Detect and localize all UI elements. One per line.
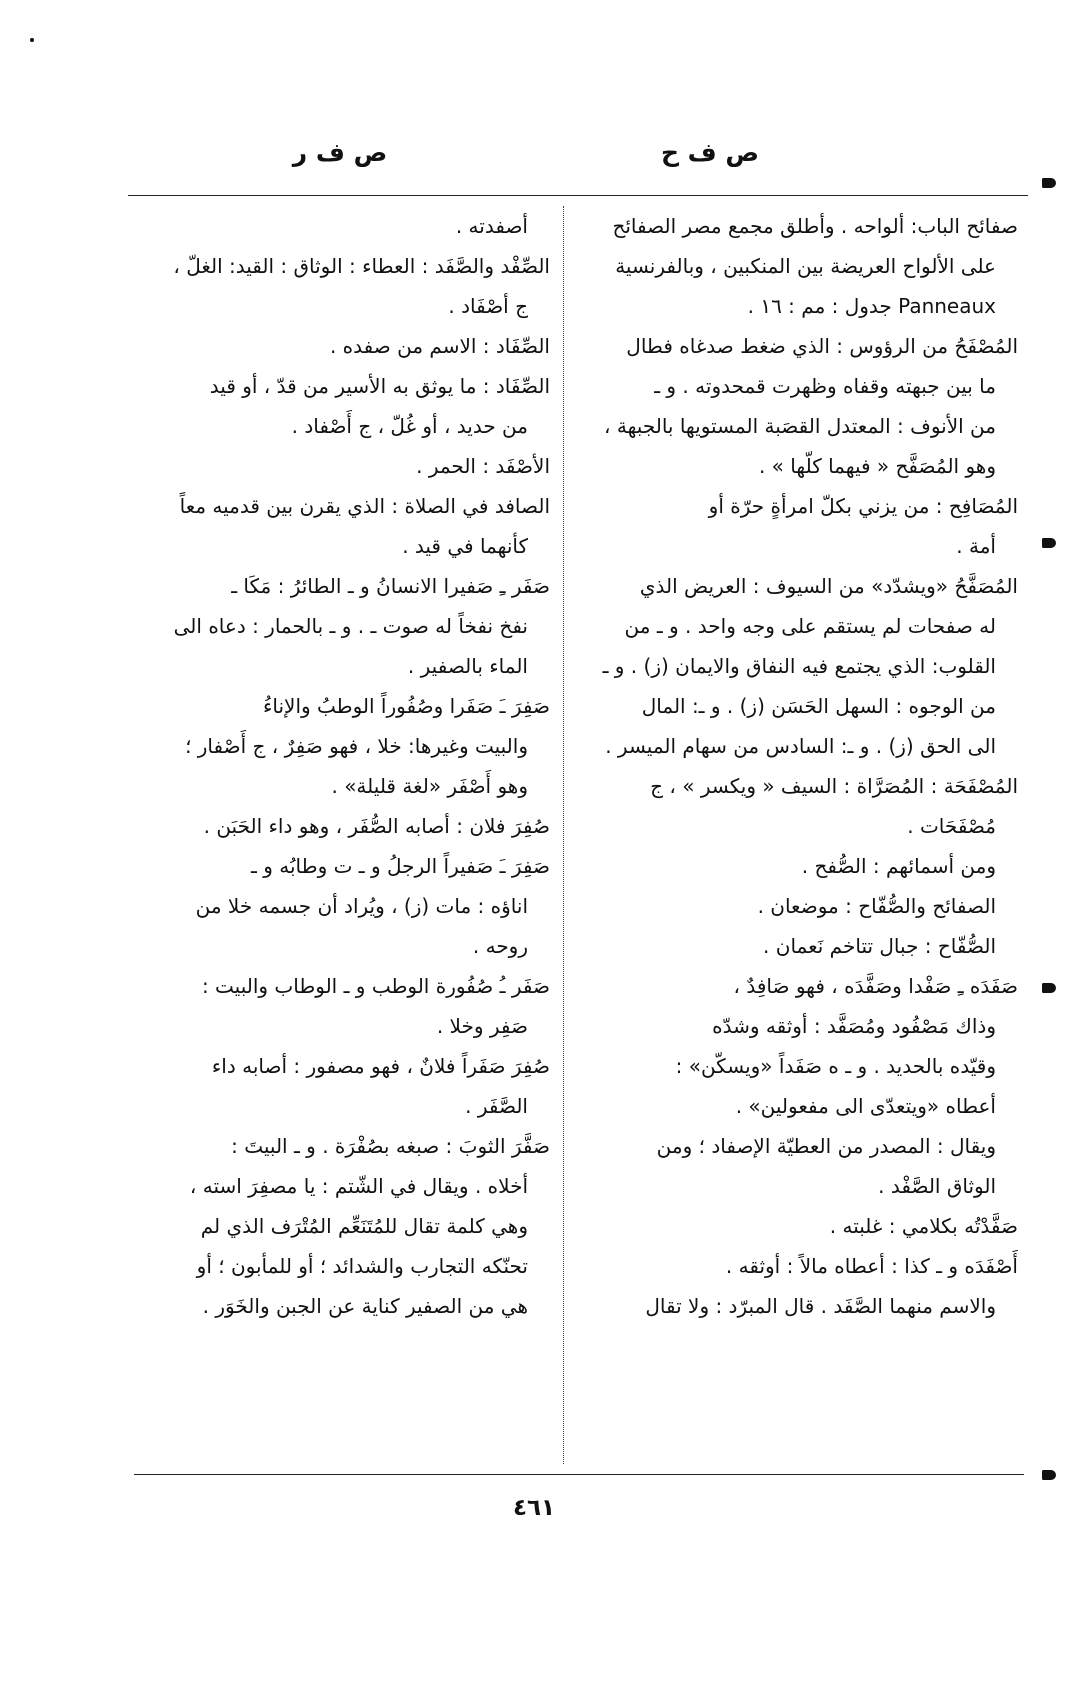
- text-line: نفخ نفخاً له صوت ـ . و ـ بالحمار : دعاه الى: [173, 614, 528, 638]
- text-line: والبيت وغيرها: خلا ، فهو صَفِرٌ ، ج أَصْفار ؛: [185, 734, 528, 758]
- text-line: له صفحات لم يستقم على وجه واحد . و ـ من: [624, 614, 996, 638]
- text-line: ومن أسمائهم : الصُّفح .: [801, 854, 996, 878]
- text-line: الماء بالصفير .: [407, 654, 528, 678]
- text-line: أمة .: [956, 534, 996, 558]
- page-number: ٤٦١: [512, 1495, 556, 1521]
- text-line: المُصْفَحَة : المُصَرَّاة : السيف « ويكسر » ، ج: [650, 774, 1018, 798]
- text-line: المُصْفَحُ من الرؤوس : الذي ضغط صدغاه فطال: [626, 334, 1018, 358]
- text-line: الوثاق الصَّفْد .: [878, 1174, 996, 1198]
- text-line: صَفِرَ ـَ صَفَرا وصُفُوراً الوطبُ والإناءُ: [262, 694, 550, 718]
- text-line: صُفِرَ صَفَراً فلانٌ ، فهو مصفور : أصابه داء: [211, 1054, 550, 1078]
- column-separator: [563, 206, 564, 1464]
- text-line: الأصْفَد : الحمر .: [416, 454, 550, 478]
- text-line: صُفِرَ فلان : أصابه الصُّفَر ، وهو داء الحَبَن .: [203, 814, 550, 838]
- text-line: الصِّفَاد : ما يوثق به الأسير من قدّ ، أو قيد: [209, 374, 550, 398]
- text-line: وهي كلمة تقال للمُتَنَعِّم المُتْرَف الذي لم: [200, 1214, 528, 1238]
- text-line: أَصْفَدَه و ـ كذا : أعطاه مالاً : أوثقه .: [725, 1254, 1018, 1278]
- text-line: أخلاه . ويقال في الشّتم : يا مصفِرَ استه ،: [189, 1174, 528, 1198]
- text-line: أعطاه «ويتعدّى الى مفعولين» .: [735, 1094, 996, 1118]
- right-column: [578, 206, 1018, 1464]
- text-line: من الوجوه : السهل الحَسَن (ز) . و ـ: المال: [641, 694, 996, 718]
- text-line: كأنهما في قيد .: [402, 534, 528, 558]
- text-line: المُصَافِح : من يزني بكلّ امرأةٍ حرّة أو: [708, 494, 1018, 518]
- text-line: الصفائح والصُّفّاح : موضعان .: [757, 894, 996, 918]
- thumb-tab-marker: [1042, 178, 1056, 188]
- bottom-rule: [134, 1474, 1024, 1475]
- text-line: Panneaux جدول : مم : ١٦ .: [747, 294, 996, 318]
- text-line: صَفِرَ ـَ صَفيراً الرجلُ و ـ ت وطابُه و ـ: [251, 854, 550, 878]
- text-line: صَفَدَه ـِ صَفْدا وصَفَّدَه ، فهو صَافِدٌ ،: [733, 974, 1018, 998]
- text-line: القلوب: الذي يجتمع فيه النفاق والايمان (ز) . و ـ: [602, 654, 996, 678]
- text-line: أصفدته .: [455, 214, 528, 238]
- text-line: من الأنوف : المعتدل القصَبة المستويها بالجبهة ،: [604, 414, 996, 438]
- text-line: مُصْفَحَات .: [907, 814, 996, 838]
- text-line: الصَّفَر .: [465, 1094, 528, 1118]
- text-line: صَفِر وخلا .: [436, 1014, 528, 1038]
- text-line: المُصَفَّحُ «ويشدّد» من السيوف : العريض الذي: [639, 574, 1018, 598]
- text-line: صَفَر ـِ صَفيرا الانسانُ و ـ الطائرُ : مَكَا ـ: [231, 574, 550, 598]
- text-line: صَفَر ـُ صُفُورة الوطب و ـ الوطاب والبيت :: [201, 974, 550, 998]
- text-line: وهو أَصْفَر «لغة قليلة» .: [331, 774, 528, 798]
- text-line: وهو المُصَفَّح « فيهما كلّها » .: [758, 454, 996, 478]
- thumb-tab-marker: [1042, 983, 1056, 993]
- text-line: على الألواح العريضة بين المنكبين ، وبالفرنسية: [615, 254, 996, 278]
- text-line: الى الحق (ز) . و ـ: السادس من سهام الميسر .: [605, 734, 996, 758]
- text-line: هي من الصفير كناية عن الجبن والخَوَر .: [202, 1294, 528, 1318]
- text-line: الصِّفْد والصَّفَد : العطاء : الوثاق : القيد: الغلّ ،: [173, 254, 550, 278]
- text-line: الصافد في الصلاة : الذي يقرن بين قدميه معاً: [179, 494, 550, 518]
- speck-mark: [30, 38, 34, 42]
- text-line: صفائح الباب: ألواحه . وأطلق مجمع مصر الصفائح: [612, 214, 1018, 238]
- text-line: من حديد ، أو غُلّ ، ج أَصْفاد .: [291, 414, 528, 438]
- text-line: اناؤه : مات (ز) ، ويُراد أن جسمه خلا من: [195, 894, 528, 918]
- text-line: ج أصْفَاد .: [448, 294, 528, 318]
- left-column: [120, 206, 550, 1464]
- text-line: صَفَّرَ الثوبَ : صبغه بصُفْرَة . و ـ البيتَ :: [231, 1134, 550, 1158]
- text-line: صَفَّدْتُه بكلامي : غلبته .: [829, 1214, 1018, 1238]
- thumb-tab-marker: [1042, 538, 1056, 548]
- header-root-left: ص ف ر: [292, 138, 388, 167]
- text-line: الصُّفّاح : جبال تتاخم نَعمان .: [763, 934, 996, 958]
- thumb-tab-marker: [1042, 1470, 1056, 1480]
- text-line: تحنّكه التجارب والشدائد ؛ أو للمأبون ؛ أو: [196, 1254, 528, 1278]
- header-root-right: ص ف ح: [660, 138, 760, 167]
- text-line: ويقال : المصدر من العطيّة الإصفاد ؛ ومن: [656, 1134, 996, 1158]
- text-line: الصِّفَاد : الاسم من صفده .: [329, 334, 550, 358]
- text-line: ما بين جبهته وقفاه وظهرت قمحدوته . و ـ: [654, 374, 996, 398]
- text-line: وقيّده بالحديد . و ـ ه صَفَداً «ويسكّن» :: [675, 1054, 996, 1078]
- text-line: وذاك مَصْفُود ومُصَفَّد : أوثقه وشدّه: [712, 1014, 996, 1038]
- text-line: والاسم منهما الصَّفَد . قال المبرّد : ولا تقال: [645, 1294, 996, 1318]
- top-rule: [128, 195, 1028, 196]
- text-line: روحه .: [472, 934, 528, 958]
